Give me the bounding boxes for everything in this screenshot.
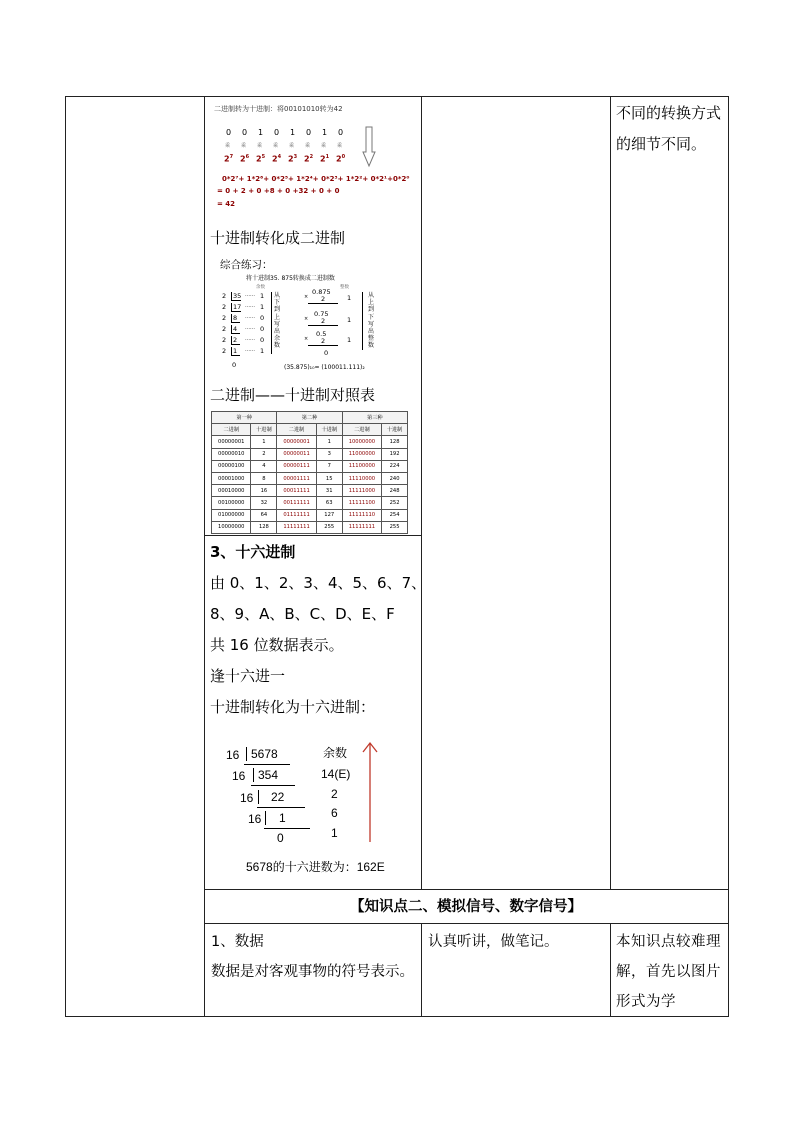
table-cell: 00000001 bbox=[212, 436, 251, 448]
bin-to-dec-title: 二进制转为十进制：将00101010转为42 bbox=[214, 105, 343, 113]
section-title: 【知识点二、模拟信号、数字信号】 bbox=[350, 899, 582, 915]
table-cell: 224 bbox=[382, 460, 408, 472]
int-step: 2 17 …… 1 bbox=[222, 303, 265, 311]
table-row bbox=[212, 460, 408, 472]
table-cell: 254 bbox=[382, 509, 408, 521]
table-cell: 00100000 bbox=[212, 497, 251, 509]
exercise-desc: 将十进制35. 875转换成二进制数 bbox=[246, 275, 335, 282]
hex-divisor: 16 bbox=[232, 769, 246, 783]
table-right-border bbox=[728, 96, 729, 1017]
hex-remainder: 2 bbox=[331, 787, 338, 801]
row-divider-section-bottom bbox=[204, 923, 728, 924]
table-cell: 16 bbox=[251, 485, 277, 497]
hex-value: 22 bbox=[258, 790, 288, 804]
bit-0: 0 bbox=[226, 128, 232, 137]
hex-result: 5678的十六进数为：162E bbox=[246, 860, 385, 874]
int-final: 0 bbox=[232, 361, 237, 369]
col-divider-3-upper bbox=[610, 96, 611, 890]
up-arrow-icon bbox=[362, 740, 378, 844]
frac-step: 0.875 × 2 1 bbox=[304, 288, 352, 303]
hex-underline bbox=[257, 807, 305, 808]
times-0: 乘 bbox=[225, 143, 231, 149]
hex-line-1: 由 0、1、2、3、4、5、6、7、 bbox=[210, 574, 427, 592]
table-cell: 2 bbox=[251, 448, 277, 460]
sum-line: = 0 + 2 + 0 +8 + 0 +32 + 0 + 0 bbox=[217, 187, 340, 195]
table-row bbox=[212, 497, 408, 509]
table-cell: 240 bbox=[382, 472, 408, 484]
hex-line-3: 共 16 位数据表示。 bbox=[210, 636, 344, 654]
expansion-line: 0*2⁷+ 1*2⁶+ 0*2⁵+ 1*2⁴+ 0*2³+ 1*2²+ 0*2¹+0*2⁰ bbox=[222, 175, 410, 183]
table-cell: 11111100 bbox=[342, 497, 381, 509]
table-row bbox=[212, 472, 408, 484]
table-cell: 255 bbox=[382, 521, 408, 533]
table-cell: 1 bbox=[251, 436, 277, 448]
table-cell: 00000111 bbox=[277, 460, 316, 472]
dec-to-bin-heading: 十进制转化成二进制 bbox=[210, 229, 346, 247]
table-cell: 192 bbox=[382, 448, 408, 460]
hex-remainder: 1 bbox=[331, 826, 338, 840]
col-integer-label: 整数 bbox=[340, 285, 349, 290]
table-cell: 00001111 bbox=[277, 472, 316, 484]
frac-step: 0.5 × 2 1 bbox=[304, 330, 352, 345]
hex-line-4: 逢十六进一 bbox=[210, 667, 286, 685]
table-cell: 11111110 bbox=[342, 509, 381, 521]
table-cell: 00010000 bbox=[212, 485, 251, 497]
table-cell: 11111111 bbox=[277, 521, 316, 533]
bin-to-dec-figure bbox=[212, 104, 412, 216]
subheader: 二进制 bbox=[277, 424, 316, 436]
hex-underline bbox=[251, 785, 295, 786]
table-cell: 252 bbox=[382, 497, 408, 509]
hex-value: 5678 bbox=[246, 747, 278, 761]
bit-6: 1 bbox=[322, 128, 328, 137]
times-2: 乘 bbox=[257, 143, 263, 149]
table-cell: 63 bbox=[316, 497, 342, 509]
col-divider-3-lower bbox=[610, 923, 611, 1017]
hex-division-figure bbox=[220, 738, 410, 883]
table-cell: 64 bbox=[251, 509, 277, 521]
table-left-border bbox=[65, 96, 66, 1017]
hex-remainder: 14(E) bbox=[321, 767, 351, 781]
bottom-note: 本知识点较难理解，首先以图片形式为学 bbox=[616, 934, 721, 1010]
frac-step: 0.75 × 2 1 bbox=[304, 310, 352, 325]
power-4: $2^3$ bbox=[288, 154, 298, 164]
col-remainder-label: 余数 bbox=[256, 285, 265, 290]
row-divider-images bbox=[204, 535, 421, 536]
subheader: 二进制 bbox=[342, 424, 381, 436]
table-cell: 11000000 bbox=[342, 448, 381, 460]
table-cell: 128 bbox=[251, 521, 277, 533]
table-cell: 10000000 bbox=[212, 521, 251, 533]
subheader: 十进制 bbox=[251, 424, 277, 436]
table-cell: 1 bbox=[316, 436, 342, 448]
int-step: 2 8 …… 0 bbox=[222, 314, 265, 322]
note-left: 从下到上写出余数 bbox=[274, 292, 281, 350]
bit-4: 1 bbox=[290, 128, 296, 137]
bottom-content-2: 数据是对客观事物的符号表示。 bbox=[211, 964, 414, 980]
left-col-bottom-border bbox=[65, 1016, 204, 1017]
table-cell: 01111111 bbox=[277, 509, 316, 521]
left-divider bbox=[271, 292, 272, 354]
bottom-content-1: 1、数据 bbox=[211, 934, 264, 950]
right-note-top: 不同的转换方式的细节不同。 bbox=[616, 104, 722, 153]
hex-line-5: 十进制转化为十六进制： bbox=[210, 698, 376, 716]
table-row bbox=[212, 448, 408, 460]
times-3: 乘 bbox=[273, 143, 279, 149]
table-cell: 248 bbox=[382, 485, 408, 497]
col-divider-2-lower bbox=[421, 923, 422, 1017]
dec-to-bin-result: (35.875)₁₀= (100011.111)₂ bbox=[284, 364, 365, 371]
table-top-border bbox=[65, 96, 728, 97]
col-divider-1 bbox=[204, 96, 205, 1017]
int-step: 2 2 …… 0 bbox=[222, 336, 265, 344]
table-row bbox=[212, 436, 408, 448]
subheader: 二进制 bbox=[212, 424, 251, 436]
table-cell: 00011111 bbox=[277, 485, 316, 497]
table-cell: 127 bbox=[316, 509, 342, 521]
table-cell: 11111111 bbox=[342, 521, 381, 533]
table-cell: 00000001 bbox=[277, 436, 316, 448]
table-cell: 00111111 bbox=[277, 497, 316, 509]
dec-to-bin-figure bbox=[218, 256, 388, 376]
int-step: 2 1 …… 1 bbox=[222, 347, 265, 355]
table-cell: 7 bbox=[316, 460, 342, 472]
power-1: $2^6$ bbox=[240, 154, 250, 164]
hex-underline bbox=[264, 828, 310, 829]
times-6: 乘 bbox=[321, 143, 327, 149]
group-header: 第一种 bbox=[212, 412, 277, 424]
power-3: $2^4$ bbox=[272, 154, 282, 164]
power-5: $2^2$ bbox=[304, 154, 314, 164]
bit-3: 0 bbox=[274, 128, 280, 137]
result-line: = 42 bbox=[217, 200, 236, 208]
subheader: 十进制 bbox=[382, 424, 408, 436]
compare-table bbox=[211, 411, 408, 534]
table-cell: 11111000 bbox=[342, 485, 381, 497]
hex-divisor: 16 bbox=[248, 812, 262, 826]
down-arrow-icon bbox=[362, 126, 376, 168]
power-6: $2^1$ bbox=[320, 154, 330, 164]
hex-value: 354 bbox=[253, 768, 278, 782]
table-cell: 31 bbox=[316, 485, 342, 497]
table-cell: 00000100 bbox=[212, 460, 251, 472]
table-cell: 32 bbox=[251, 497, 277, 509]
subheader: 十进制 bbox=[316, 424, 342, 436]
hex-divisor: 16 bbox=[240, 791, 254, 805]
table-cell: 11100000 bbox=[342, 460, 381, 472]
hex-remainder: 6 bbox=[331, 806, 338, 820]
table-cell: 128 bbox=[382, 436, 408, 448]
power-2: $2^5$ bbox=[256, 154, 266, 164]
table-cell: 255 bbox=[316, 521, 342, 533]
group-header: 第三种 bbox=[342, 412, 407, 424]
table-cell: 01000000 bbox=[212, 509, 251, 521]
hex-final: 0 bbox=[277, 831, 284, 845]
table-row bbox=[212, 485, 408, 497]
hex-line-2: 8、9、A、B、C、D、E、F bbox=[210, 605, 395, 623]
hex-value: 1 bbox=[265, 811, 300, 825]
bit-2: 1 bbox=[258, 128, 264, 137]
int-step: 2 35 …… 1 bbox=[222, 292, 265, 300]
table-cell: 00000011 bbox=[277, 448, 316, 460]
table-cell: 3 bbox=[316, 448, 342, 460]
hex-underline bbox=[244, 764, 290, 765]
int-step: 2 4 …… 0 bbox=[222, 325, 265, 333]
power-7: $2^0$ bbox=[336, 154, 346, 164]
power-0: $2^7$ bbox=[224, 154, 234, 164]
group-header: 第二种 bbox=[277, 412, 342, 424]
times-5: 乘 bbox=[305, 143, 311, 149]
exercise-label: 综合练习： bbox=[220, 259, 273, 271]
hex-rem-label: 余数 bbox=[323, 746, 348, 760]
table-cell: 15 bbox=[316, 472, 342, 484]
compare-table-heading: 二进制——十进制对照表 bbox=[210, 386, 376, 404]
bit-5: 0 bbox=[306, 128, 312, 137]
right-divider bbox=[362, 292, 363, 350]
times-1: 乘 bbox=[241, 143, 247, 149]
table-cell: 00000010 bbox=[212, 448, 251, 460]
row-divider-section bbox=[204, 889, 728, 890]
table-cell: 4 bbox=[251, 460, 277, 472]
bottom-student: 认真听讲，做笔记。 bbox=[428, 934, 559, 950]
times-4: 乘 bbox=[289, 143, 295, 149]
table-cell: 8 bbox=[251, 472, 277, 484]
hex-heading: 3、十六进制 bbox=[210, 543, 296, 561]
hex-divisor: 16 bbox=[226, 748, 240, 762]
bit-7: 0 bbox=[338, 128, 344, 137]
times-7: 乘 bbox=[337, 143, 343, 149]
table-row bbox=[212, 509, 408, 521]
bit-1: 0 bbox=[242, 128, 248, 137]
frac-final: 0 bbox=[324, 349, 329, 357]
col-divider-2-upper bbox=[421, 96, 422, 890]
table-cell: 00001000 bbox=[212, 472, 251, 484]
table-cell: 10000000 bbox=[342, 436, 381, 448]
table-row bbox=[212, 521, 408, 533]
note-right: 从上到下写出整数 bbox=[368, 292, 375, 350]
table-cell: 11110000 bbox=[342, 472, 381, 484]
